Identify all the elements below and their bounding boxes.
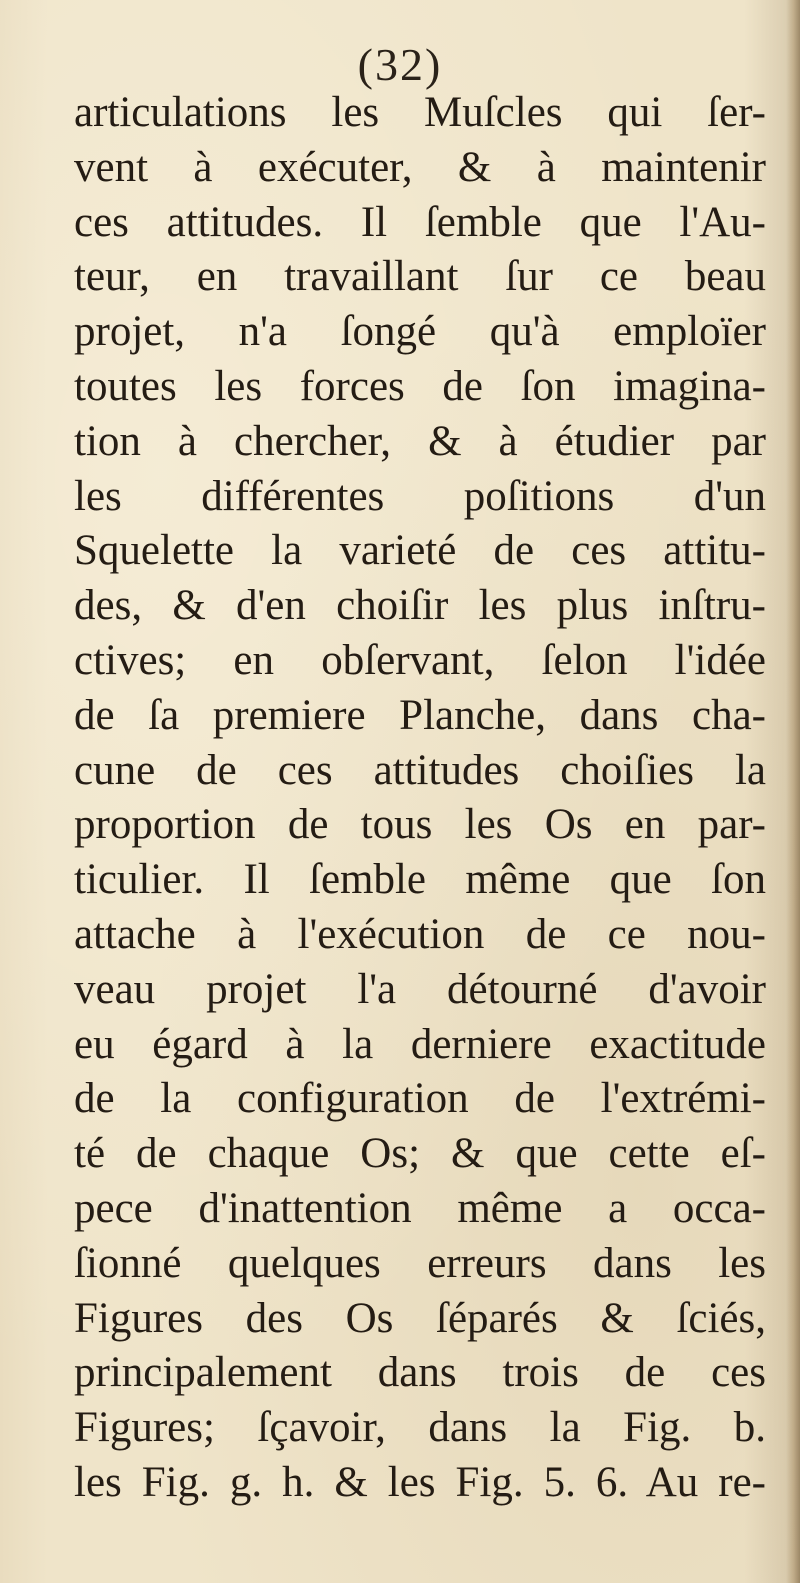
text-line: vent à exécuter, & à maintenir xyxy=(74,143,766,191)
text-line: de la configuration de l'extrémi- xyxy=(74,1075,766,1123)
text-line: ces attitudes. Il ſemble que l'Au- xyxy=(74,198,766,246)
text-line: Figures; ſçavoir, dans la Fig. b. xyxy=(74,1404,766,1452)
page-number: (32) xyxy=(357,39,443,90)
text-line: les Fig. g. h. & les Fig. 5. 6. Au re- xyxy=(74,1458,766,1506)
text-line: toutes les forces de ſon imagina- xyxy=(74,362,766,410)
text-line: eu égard à la derniere exactitude xyxy=(74,1020,766,1068)
text-line: articulations les Muſcles qui ſer- xyxy=(74,89,766,136)
text-line: té de chaque Os; & que cette eſ- xyxy=(74,1130,766,1178)
text-line: pece d'inattention même a occa- xyxy=(74,1184,766,1232)
text-line: Squelette la varieté de ces attitu- xyxy=(74,527,766,575)
text-line: Figures des Os ſéparés & ſciés, xyxy=(74,1294,766,1342)
text-line: veau projet l'a détourné d'avoir xyxy=(74,965,766,1013)
body-text xyxy=(74,86,766,1511)
text-line: principalement dans trois de ces xyxy=(74,1349,766,1397)
text-line: teur, en travaillant ſur ce beau xyxy=(74,253,766,301)
text-line: tion à chercher, & à étudier par xyxy=(74,417,766,465)
text-line: ticulier. Il ſemble même que ſon xyxy=(74,856,766,904)
text-line: proportion de tous les Os en par- xyxy=(74,801,766,849)
text-line: de ſa premiere Planche, dans cha- xyxy=(74,691,766,739)
text-line: ſionné quelques erreurs dans les xyxy=(74,1239,766,1287)
text-line: des, & d'en choiſir les plus inſtru- xyxy=(74,582,766,630)
text-line: cune de ces attitudes choiſies la xyxy=(74,746,766,794)
page-edge-shadow xyxy=(786,0,800,1583)
text-line: attache à l'exécution de ce nou- xyxy=(74,910,766,958)
text-line: ctives; en obſervant, ſelon l'idée xyxy=(74,636,766,684)
text-line: les différentes poſitions d'un xyxy=(74,472,766,520)
text-line: projet, n'a ſongé qu'à emploïer xyxy=(74,308,766,356)
